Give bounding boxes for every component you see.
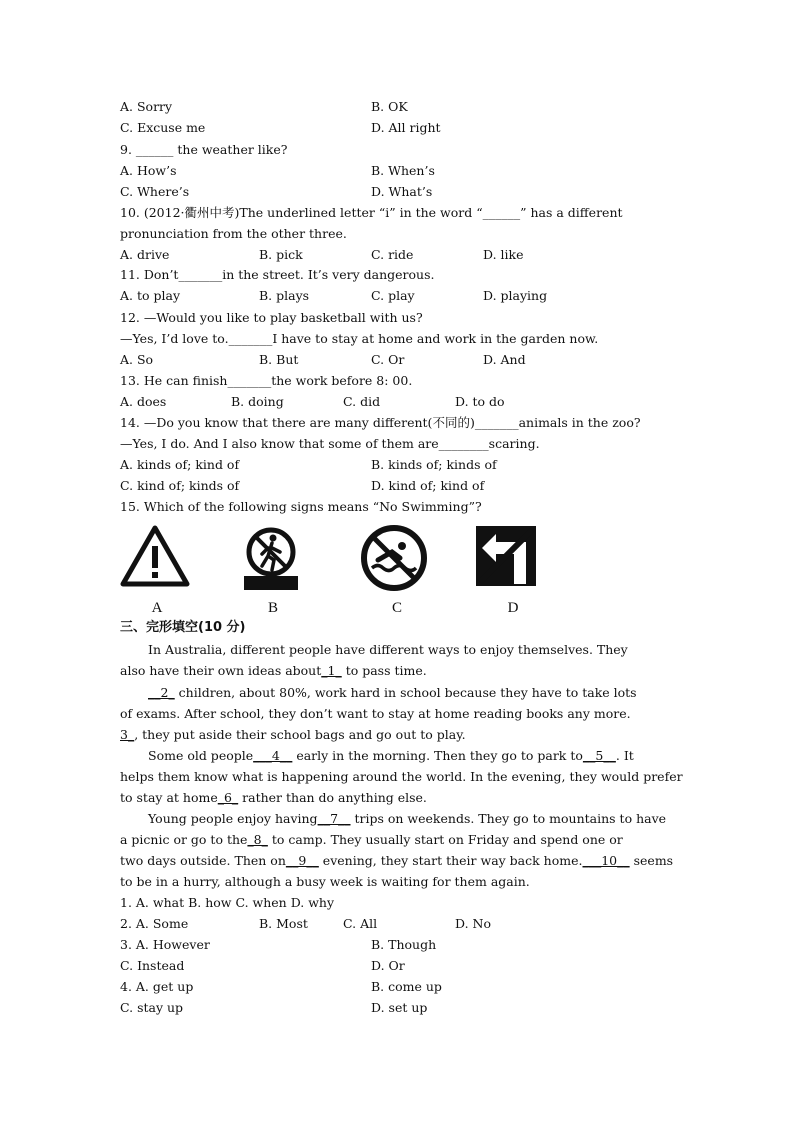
q9-option-c: C. Where’s — [120, 184, 190, 199]
passage-line: Some old people___4__ early in the morning. Then they go to park to__5__. It — [148, 748, 634, 763]
cloze-4-option-b: B. come up — [371, 979, 442, 994]
cloze-1-options: 1. A. what B. how C. when D. why — [120, 895, 335, 910]
q12-option-a: A. So — [120, 352, 154, 367]
sign-label-a: A — [151, 600, 163, 616]
cloze-4-option-a: 4. A. get up — [120, 979, 194, 994]
cloze-2-option-d: D. No — [455, 916, 491, 931]
q10-option-b: B. pick — [259, 247, 303, 262]
q11-option-b: B. plays — [259, 288, 310, 303]
q9-stem: 9. ______ the weather like? — [120, 142, 288, 157]
q14-option-d: D. kind of; kind of — [371, 478, 485, 493]
q12-stem-line2: —Yes, I’d love to._______I have to stay at home and work in the garden now. — [120, 331, 599, 346]
sign-label-b: B — [267, 600, 278, 616]
section-title: 三、完形填空(10 分) — [120, 620, 246, 635]
q14-option-c: C. kind of; kinds of — [120, 478, 240, 493]
q14-option-b: B. kinds of; kinds of — [371, 457, 497, 472]
cloze-3-option-d: D. Or — [371, 958, 405, 973]
q10-option-c: C. ride — [371, 247, 414, 262]
passage-line: two days outside. Then on__9__ evening, they start their way back home.___10__ seems — [120, 853, 674, 868]
no-swimming-icon — [358, 524, 430, 596]
q9-option-b: B. When’s — [371, 163, 435, 178]
q13-option-c: C. did — [343, 394, 381, 409]
q11-option-d: D. playing — [483, 288, 548, 303]
q10-option-d: D. like — [483, 247, 524, 262]
cloze-2-option-b: B. Most — [259, 916, 308, 931]
q12-option-b: B. But — [259, 352, 299, 367]
q12-option-d: D. And — [483, 352, 526, 367]
q13-option-d: D. to do — [455, 394, 505, 409]
q10-stem-line1: 10. (2012·衢州中考)The underlined letter “i” in the word “______” has a different — [120, 205, 623, 220]
q15-stem: 15. Which of the following signs means “No Swimming”? — [120, 499, 482, 514]
no-left-turn-icon — [474, 524, 538, 588]
q8-option-d: D. All right — [371, 120, 441, 135]
cloze-3-option-b: B. Though — [371, 937, 437, 952]
q9-option-a: A. How’s — [120, 163, 177, 178]
sign-label-d: D — [507, 600, 519, 616]
passage-line: In Australia, different people have different ways to enjoy themselves. They — [148, 642, 628, 657]
passage-line: __2_ children, about 80%, work hard in school because they have to take lots — [148, 685, 637, 700]
warning-triangle-icon — [120, 524, 190, 588]
passage-line: of exams. After school, they don’t want to stay at home reading books any more. — [120, 706, 631, 721]
q9-option-d: D. What’s — [371, 184, 433, 199]
q11-option-a: A. to play — [120, 288, 181, 303]
q13-option-b: B. doing — [231, 394, 284, 409]
no-walking-icon — [240, 524, 302, 594]
passage-line: 3_, they put aside their school bags and go out to play. — [120, 727, 466, 742]
q10-stem-line2: pronunciation from the other three. — [120, 226, 347, 241]
cloze-2-option-c: C. All — [343, 916, 378, 931]
q13-stem: 13. He can finish_______the work before 8: 00. — [120, 373, 413, 388]
q11-option-c: C. play — [371, 288, 415, 303]
sign-label-c: C — [391, 600, 402, 616]
q11-stem: 11. Don’t_______in the street. It’s very dangerous. — [120, 267, 435, 282]
q8-option-b: B. OK — [371, 99, 408, 114]
q14-option-a: A. kinds of; kind of — [120, 457, 240, 472]
cloze-2-option-a: 2. A. Some — [120, 916, 189, 931]
q12-option-c: C. Or — [371, 352, 405, 367]
passage-line: to stay at home_6_ rather than do anything else. — [120, 790, 427, 805]
signs-figure — [118, 520, 558, 620]
passage-line: helps them know what is happening around the world. In the evening, they would prefer — [120, 769, 683, 784]
cloze-3-option-c: C. Instead — [120, 958, 185, 973]
passage-line: also have their own ideas about_1_ to pass time. — [120, 663, 427, 678]
q8-option-a: A. Sorry — [120, 99, 173, 114]
q14-stem-line2: —Yes, I do. And I also know that some of them are________scaring. — [120, 436, 540, 451]
cloze-4-option-c: C. stay up — [120, 1000, 184, 1015]
cloze-4-option-d: D. set up — [371, 1000, 428, 1015]
q14-stem-line1: 14. —Do you know that there are many different(不同的)_______animals in the zoo? — [120, 415, 641, 430]
cloze-3-option-a: 3. A. However — [120, 937, 210, 952]
passage-line: a picnic or go to the_8_ to camp. They usually start on Friday and spend one or — [120, 832, 623, 847]
passage-line: to be in a hurry, although a busy week is waiting for them again. — [120, 874, 530, 889]
q13-option-a: A. does — [120, 394, 167, 409]
passage-line: Young people enjoy having__7__ trips on weekends. They go to mountains to have — [148, 811, 667, 826]
q12-stem-line1: 12. —Would you like to play basketball with us? — [120, 310, 423, 325]
q10-option-a: A. drive — [120, 247, 170, 262]
q8-option-c: C. Excuse me — [120, 120, 206, 135]
